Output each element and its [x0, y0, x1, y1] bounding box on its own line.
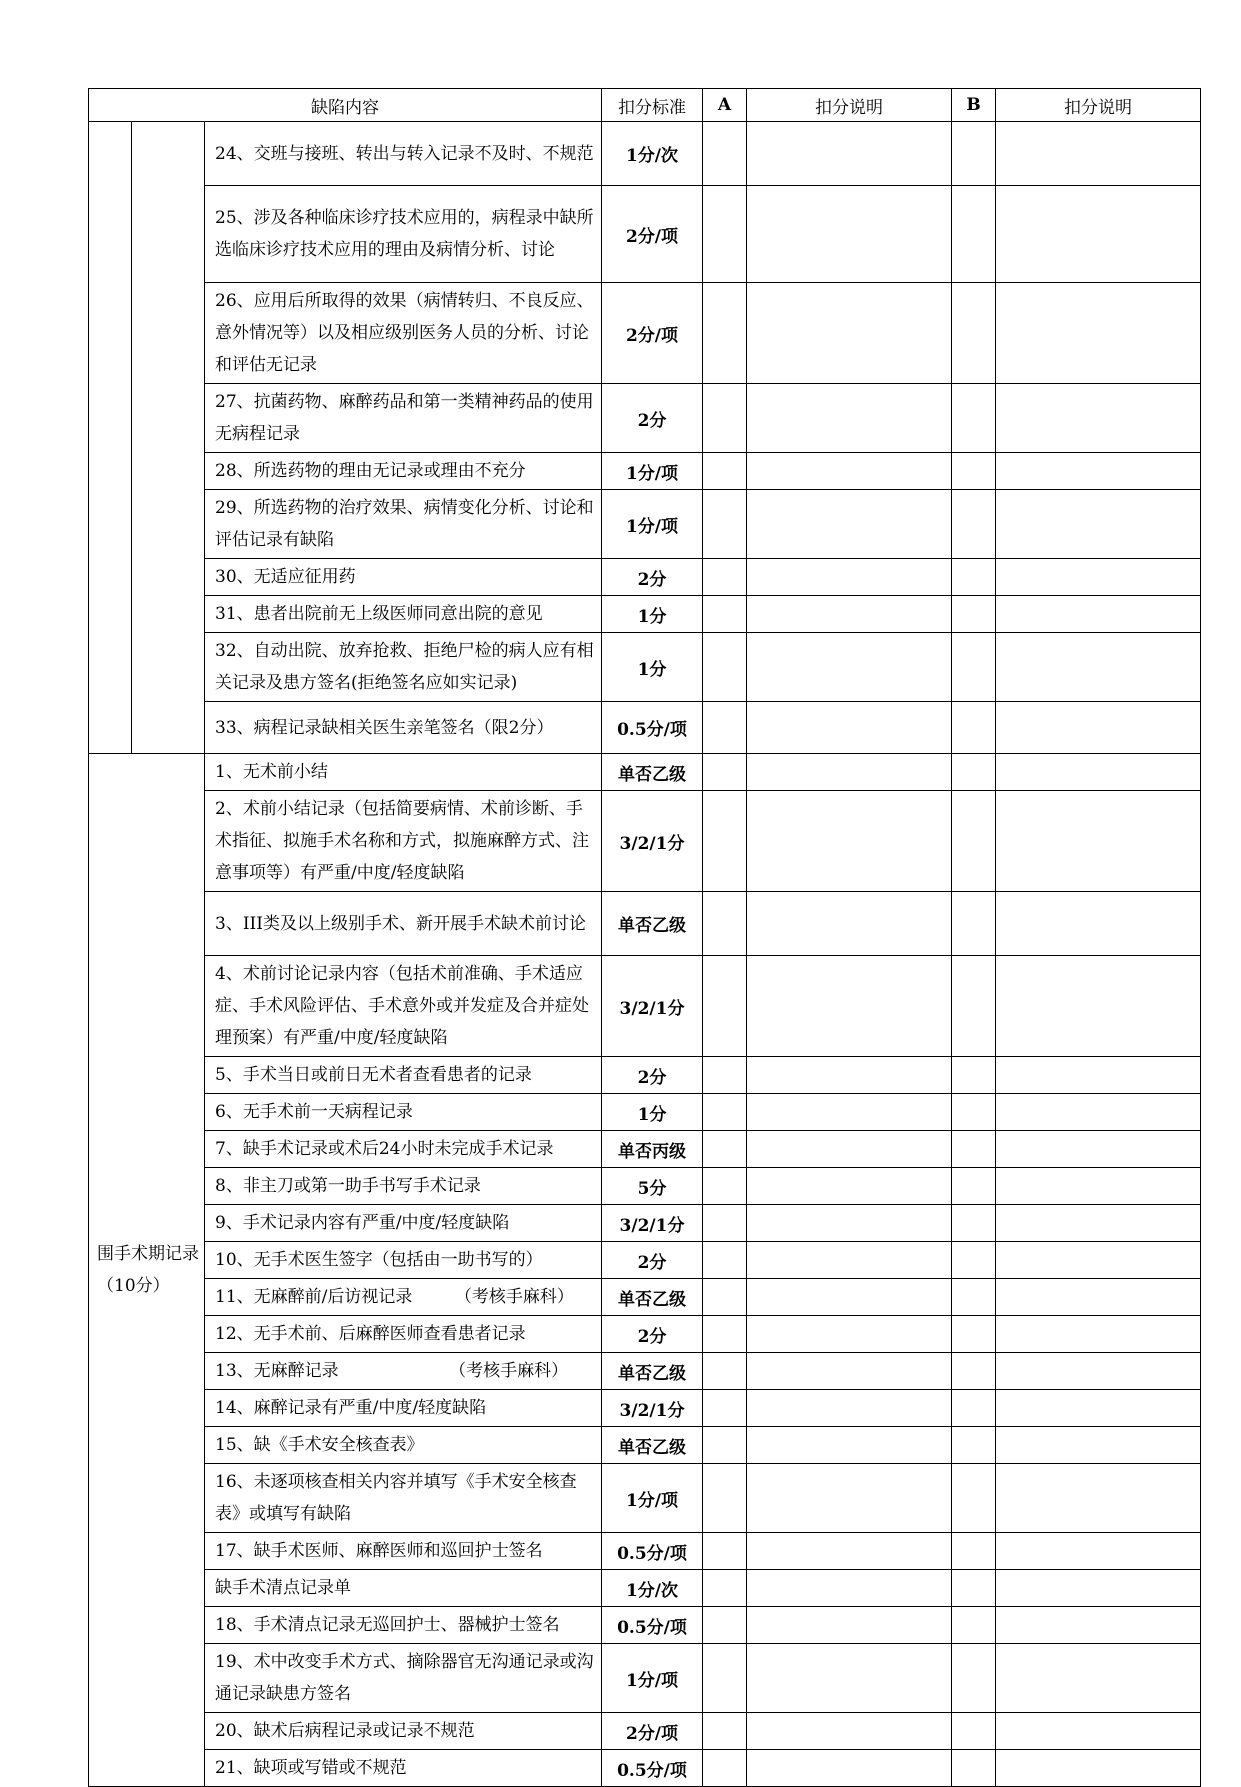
score-a-cell[interactable]	[703, 1713, 747, 1750]
score-b-cell[interactable]	[952, 702, 996, 754]
score-a-cell[interactable]	[703, 596, 747, 633]
perioperative-section-label: 围手术期记录（10分）	[89, 754, 205, 1787]
explain-a-cell[interactable]	[747, 1242, 952, 1279]
score-a-cell[interactable]	[703, 1205, 747, 1242]
score-a-cell[interactable]	[703, 1570, 747, 1607]
score-a-cell[interactable]	[703, 122, 747, 186]
defect-content: 26、应用后所取得的效果（病情转归、不良反应、意外情况等）以及相应级别医务人员的分析、讨论和评估无记录	[205, 283, 602, 384]
table-row	[89, 1168, 1201, 1205]
defect-content: 25、涉及各种临床诊疗技术应用的，病程录中缺所选临床诊疗技术应用的理由及病情分析、讨论	[205, 186, 602, 283]
table-row	[89, 1205, 1201, 1242]
explain-a-cell[interactable]	[747, 1427, 952, 1464]
table-row	[89, 1242, 1201, 1279]
score-a-cell[interactable]	[703, 1427, 747, 1464]
score-b-cell[interactable]	[952, 1390, 996, 1427]
score-a-cell[interactable]	[703, 384, 747, 453]
score-a-cell[interactable]	[703, 1353, 747, 1390]
deduction-standard: 2分	[602, 384, 703, 453]
explain-b-cell[interactable]	[996, 490, 1201, 559]
deduction-standard: 1分	[602, 1094, 703, 1131]
table-row	[89, 1131, 1201, 1168]
header-row	[89, 89, 1201, 122]
deduction-standard: 单否乙级	[602, 892, 703, 956]
explain-b-cell[interactable]	[996, 1279, 1201, 1316]
score-b-cell[interactable]	[952, 490, 996, 559]
scoring-table	[88, 88, 1201, 1787]
table-row	[89, 1094, 1201, 1131]
explain-a-cell[interactable]	[747, 1713, 952, 1750]
score-a-cell[interactable]	[703, 1607, 747, 1644]
score-a-cell[interactable]	[703, 633, 747, 702]
explain-b-cell[interactable]	[996, 1750, 1201, 1787]
defect-content: 24、交班与接班、转出与转入记录不及时、不规范	[205, 122, 602, 186]
explain-b-cell[interactable]	[996, 1131, 1201, 1168]
table-row	[89, 122, 1201, 186]
explain-b-cell[interactable]	[996, 283, 1201, 384]
score-b-cell[interactable]	[952, 1644, 996, 1713]
defect-content: 17、缺手术医师、麻醉医师和巡回护士签名	[205, 1533, 602, 1570]
defect-content: 32、自动出院、放弃抢救、拒绝尸检的病人应有相关记录及患方签名(拒绝签名应如实记录)	[205, 633, 602, 702]
explain-b-cell[interactable]	[996, 633, 1201, 702]
defect-content: 12、无手术前、后麻醉医师查看患者记录	[205, 1316, 602, 1353]
explain-a-cell[interactable]	[747, 1353, 952, 1390]
deduction-standard: 2分	[602, 1057, 703, 1094]
header-col-b: B	[952, 89, 996, 122]
explain-b-cell[interactable]	[996, 791, 1201, 892]
defect-content: 28、所选药物的理由无记录或理由不充分	[205, 453, 602, 490]
score-a-cell[interactable]	[703, 1057, 747, 1094]
score-b-cell[interactable]	[952, 283, 996, 384]
score-b-cell[interactable]	[952, 1713, 996, 1750]
defect-content: 5、手术当日或前日无术者查看患者的记录	[205, 1057, 602, 1094]
explain-b-cell[interactable]	[996, 1570, 1201, 1607]
defect-content: 9、手术记录内容有严重/中度/轻度缺陷	[205, 1205, 602, 1242]
explain-a-cell[interactable]	[747, 956, 952, 1057]
table-row	[89, 754, 1201, 791]
defect-content: 7、缺手术记录或术后24小时未完成手术记录	[205, 1131, 602, 1168]
explain-b-cell[interactable]	[996, 1607, 1201, 1644]
explain-a-cell[interactable]	[747, 1533, 952, 1570]
deduction-standard: 0.5分/项	[602, 702, 703, 754]
table-row	[89, 453, 1201, 490]
score-b-cell[interactable]	[952, 791, 996, 892]
explain-b-cell[interactable]	[996, 1094, 1201, 1131]
explain-a-cell[interactable]	[747, 754, 952, 791]
score-a-cell[interactable]	[703, 186, 747, 283]
explain-a-cell[interactable]	[747, 1464, 952, 1533]
explain-a-cell[interactable]	[747, 1750, 952, 1787]
defect-content: 4、术前讨论记录内容（包括术前准确、手术适应症、手术风险评估、手术意外或并发症及合并症处理预案）有严重/中度/轻度缺陷	[205, 956, 602, 1057]
deduction-standard: 单否乙级	[602, 1427, 703, 1464]
explain-a-cell[interactable]	[747, 1205, 952, 1242]
score-b-cell[interactable]	[952, 1205, 996, 1242]
explain-a-cell[interactable]	[747, 1316, 952, 1353]
defect-content: 2、术前小结记录（包括简要病情、术前诊断、手术指征、拟施手术名称和方式，拟施麻醉方式、注意事项等）有严重/中度/轻度缺陷	[205, 791, 602, 892]
score-a-cell[interactable]	[703, 791, 747, 892]
deduction-standard: 5分	[602, 1168, 703, 1205]
table-row	[89, 283, 1201, 384]
deduction-standard: 0.5分/项	[602, 1750, 703, 1787]
score-b-cell[interactable]	[952, 1750, 996, 1787]
deduction-standard: 3/2/1分	[602, 791, 703, 892]
score-a-cell[interactable]	[703, 1390, 747, 1427]
score-b-cell[interactable]	[952, 559, 996, 596]
table-row	[89, 1279, 1201, 1316]
score-a-cell[interactable]	[703, 1750, 747, 1787]
score-b-cell[interactable]	[952, 453, 996, 490]
header-standard: 扣分标准	[602, 89, 703, 122]
defect-content: 6、无手术前一天病程记录	[205, 1094, 602, 1131]
deduction-standard: 2分/项	[602, 283, 703, 384]
score-a-cell[interactable]	[703, 490, 747, 559]
score-b-cell[interactable]	[952, 186, 996, 283]
explain-b-cell[interactable]	[996, 559, 1201, 596]
explain-a-cell[interactable]	[747, 892, 952, 956]
explain-b-cell[interactable]	[996, 1057, 1201, 1094]
explain-a-cell[interactable]	[747, 702, 952, 754]
score-b-cell[interactable]	[952, 1168, 996, 1205]
table-row	[89, 956, 1201, 1057]
score-b-cell[interactable]	[952, 1094, 996, 1131]
defect-content: 19、术中改变手术方式、摘除器官无沟通记录或沟通记录缺患方签名	[205, 1644, 602, 1713]
deduction-standard: 单否丙级	[602, 1131, 703, 1168]
explain-a-cell[interactable]	[747, 1570, 952, 1607]
defect-content: 13、无麻醉记录 （考核手麻科）	[205, 1353, 602, 1390]
table-row	[89, 1533, 1201, 1570]
explain-b-cell[interactable]	[996, 596, 1201, 633]
explain-a-cell[interactable]	[747, 1279, 952, 1316]
score-a-cell[interactable]	[703, 453, 747, 490]
explain-a-cell[interactable]	[747, 1168, 952, 1205]
deduction-standard: 2分/项	[602, 186, 703, 283]
explain-b-cell[interactable]	[996, 1713, 1201, 1750]
defect-content: 29、所选药物的治疗效果、病情变化分析、讨论和评估记录有缺陷	[205, 490, 602, 559]
defect-content: 10、无手术医生签字（包括由一助书写的）	[205, 1242, 602, 1279]
explain-a-cell[interactable]	[747, 559, 952, 596]
defect-content: 30、无适应征用药	[205, 559, 602, 596]
deduction-standard: 2分/项	[602, 1713, 703, 1750]
explain-b-cell[interactable]	[996, 122, 1201, 186]
table-row	[89, 596, 1201, 633]
deduction-standard: 单否乙级	[602, 1279, 703, 1316]
defect-content: 14、麻醉记录有严重/中度/轻度缺陷	[205, 1390, 602, 1427]
score-a-cell[interactable]	[703, 283, 747, 384]
explain-b-cell[interactable]	[996, 702, 1201, 754]
defect-content: 16、未逐项核查相关内容并填写《手术安全核查表》或填写有缺陷	[205, 1464, 602, 1533]
score-b-cell[interactable]	[952, 384, 996, 453]
deduction-standard: 1分/项	[602, 453, 703, 490]
explain-a-cell[interactable]	[747, 453, 952, 490]
explain-b-cell[interactable]	[996, 1464, 1201, 1533]
table-row	[89, 1713, 1201, 1750]
table-row	[89, 1644, 1201, 1713]
explain-a-cell[interactable]	[747, 490, 952, 559]
table-row	[89, 633, 1201, 702]
defect-content: 27、抗菌药物、麻醉药品和第一类精神药品的使用无病程记录	[205, 384, 602, 453]
explain-b-cell[interactable]	[996, 1390, 1201, 1427]
table-row	[89, 1390, 1201, 1427]
deduction-standard: 1分	[602, 596, 703, 633]
table-row	[89, 559, 1201, 596]
score-a-cell[interactable]	[703, 1464, 747, 1533]
explain-b-cell[interactable]	[996, 1168, 1201, 1205]
explain-b-cell[interactable]	[996, 892, 1201, 956]
defect-content: 18、手术清点记录无巡回护士、器械护士签名	[205, 1607, 602, 1644]
explain-a-cell[interactable]	[747, 596, 952, 633]
score-b-cell[interactable]	[952, 633, 996, 702]
table-row	[89, 1464, 1201, 1533]
table-row	[89, 892, 1201, 956]
score-a-cell[interactable]	[703, 1279, 747, 1316]
table-row	[89, 490, 1201, 559]
score-a-cell[interactable]	[703, 559, 747, 596]
score-b-cell[interactable]	[952, 754, 996, 791]
explain-a-cell[interactable]	[747, 1057, 952, 1094]
score-a-cell[interactable]	[703, 1316, 747, 1353]
explain-a-cell[interactable]	[747, 186, 952, 283]
continued-subsection-cell	[132, 122, 205, 754]
deduction-standard: 3/2/1分	[602, 1205, 703, 1242]
score-b-cell[interactable]	[952, 1427, 996, 1464]
score-a-cell[interactable]	[703, 1242, 747, 1279]
deduction-standard: 1分/项	[602, 490, 703, 559]
explain-a-cell[interactable]	[747, 1131, 952, 1168]
explain-a-cell[interactable]	[747, 1607, 952, 1644]
score-a-cell[interactable]	[703, 956, 747, 1057]
explain-b-cell[interactable]	[996, 1242, 1201, 1279]
deduction-standard: 单否乙级	[602, 1353, 703, 1390]
defect-content: 3、III类及以上级别手术、新开展手术缺术前讨论	[205, 892, 602, 956]
explain-b-cell[interactable]	[996, 186, 1201, 283]
explain-b-cell[interactable]	[996, 453, 1201, 490]
table-row	[89, 1057, 1201, 1094]
score-a-cell[interactable]	[703, 1168, 747, 1205]
table-row	[89, 1750, 1201, 1787]
table-row	[89, 384, 1201, 453]
explain-a-cell[interactable]	[747, 1094, 952, 1131]
deduction-standard: 2分	[602, 1316, 703, 1353]
explain-b-cell[interactable]	[996, 1316, 1201, 1353]
table-row	[89, 1316, 1201, 1353]
explain-b-cell[interactable]	[996, 754, 1201, 791]
explain-b-cell[interactable]	[996, 1353, 1201, 1390]
defect-content: 11、无麻醉前/后访视记录 （考核手麻科）	[205, 1279, 602, 1316]
explain-a-cell[interactable]	[747, 122, 952, 186]
deduction-standard: 1分/项	[602, 1464, 703, 1533]
deduction-standard: 1分	[602, 633, 703, 702]
explain-a-cell[interactable]	[747, 791, 952, 892]
defect-content: 31、患者出院前无上级医师同意出院的意见	[205, 596, 602, 633]
header-content: 缺陷内容	[89, 89, 602, 122]
explain-a-cell[interactable]	[747, 1644, 952, 1713]
deduction-standard: 2分	[602, 1242, 703, 1279]
score-a-cell[interactable]	[703, 1131, 747, 1168]
deduction-standard: 3/2/1分	[602, 1390, 703, 1427]
header-explain-a: 扣分说明	[747, 89, 952, 122]
score-b-cell[interactable]	[952, 122, 996, 186]
explain-a-cell[interactable]	[747, 283, 952, 384]
score-b-cell[interactable]	[952, 1533, 996, 1570]
score-b-cell[interactable]	[952, 1316, 996, 1353]
defect-content: 1、无术前小结	[205, 754, 602, 791]
header-col-a: A	[703, 89, 747, 122]
defect-content: 21、缺项或写错或不规范	[205, 1750, 602, 1787]
score-b-cell[interactable]	[952, 1607, 996, 1644]
table-row	[89, 1353, 1201, 1390]
score-b-cell[interactable]	[952, 1353, 996, 1390]
score-b-cell[interactable]	[952, 1570, 996, 1607]
table-row	[89, 1570, 1201, 1607]
explain-b-cell[interactable]	[996, 956, 1201, 1057]
defect-content: 15、缺《手术安全核查表》	[205, 1427, 602, 1464]
score-b-cell[interactable]	[952, 1242, 996, 1279]
explain-a-cell[interactable]	[747, 384, 952, 453]
deduction-standard: 2分	[602, 559, 703, 596]
score-a-cell[interactable]	[703, 754, 747, 791]
score-a-cell[interactable]	[703, 1094, 747, 1131]
score-a-cell[interactable]	[703, 1533, 747, 1570]
score-b-cell[interactable]	[952, 1464, 996, 1533]
deduction-standard: 3/2/1分	[602, 956, 703, 1057]
table-row	[89, 1427, 1201, 1464]
deduction-standard: 1分/项	[602, 1644, 703, 1713]
deduction-standard: 0.5分/项	[602, 1533, 703, 1570]
defect-content: 20、缺术后病程记录或记录不规范	[205, 1713, 602, 1750]
score-b-cell[interactable]	[952, 596, 996, 633]
explain-b-cell[interactable]	[996, 384, 1201, 453]
score-b-cell[interactable]	[952, 892, 996, 956]
deduction-standard: 单否乙级	[602, 754, 703, 791]
score-b-cell[interactable]	[952, 1057, 996, 1094]
table-row	[89, 791, 1201, 892]
explain-b-cell[interactable]	[996, 1205, 1201, 1242]
score-b-cell[interactable]	[952, 1131, 996, 1168]
deduction-standard: 1分/次	[602, 1570, 703, 1607]
header-explain-b: 扣分说明	[996, 89, 1201, 122]
continued-section-cell	[89, 122, 132, 754]
explain-a-cell[interactable]	[747, 633, 952, 702]
score-b-cell[interactable]	[952, 956, 996, 1057]
table-row	[89, 702, 1201, 754]
score-a-cell[interactable]	[703, 892, 747, 956]
defect-content: 33、病程记录缺相关医生亲笔签名（限2分）	[205, 702, 602, 754]
explain-b-cell[interactable]	[996, 1533, 1201, 1570]
score-a-cell[interactable]	[703, 1644, 747, 1713]
explain-b-cell[interactable]	[996, 1644, 1201, 1713]
explain-a-cell[interactable]	[747, 1390, 952, 1427]
deduction-standard: 1分/次	[602, 122, 703, 186]
table-row	[89, 1607, 1201, 1644]
defect-content: 缺手术清点记录单	[205, 1570, 602, 1607]
deduction-standard: 0.5分/项	[602, 1607, 703, 1644]
score-a-cell[interactable]	[703, 702, 747, 754]
explain-b-cell[interactable]	[996, 1427, 1201, 1464]
defect-content: 8、非主刀或第一助手书写手术记录	[205, 1168, 602, 1205]
score-b-cell[interactable]	[952, 1279, 996, 1316]
table-row	[89, 186, 1201, 283]
